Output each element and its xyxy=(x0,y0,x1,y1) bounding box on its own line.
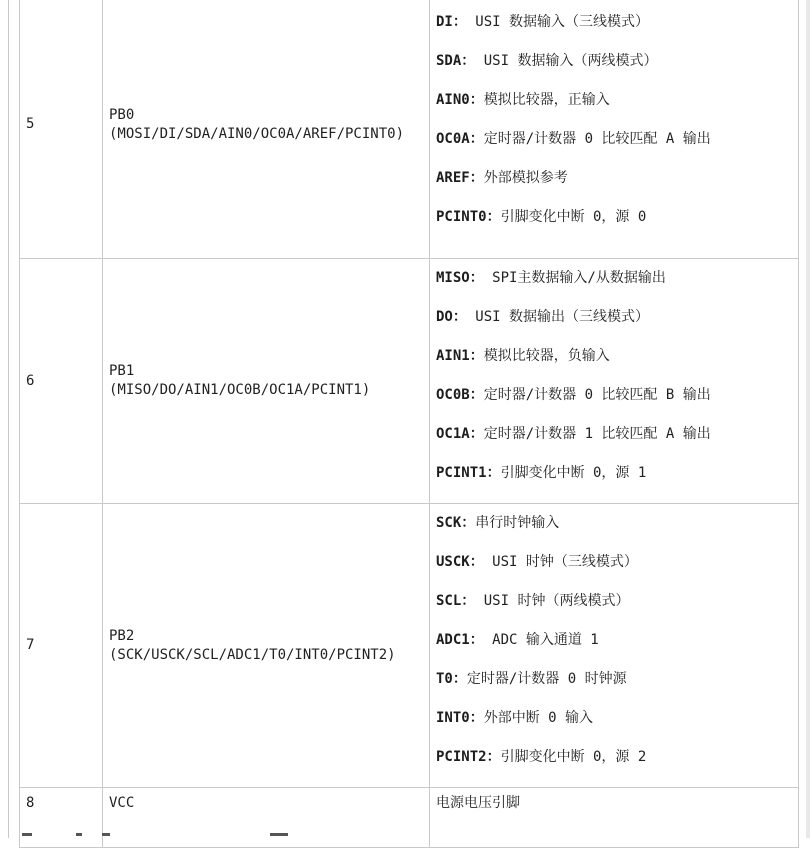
description-line xyxy=(436,267,792,306)
description-line xyxy=(436,668,792,707)
function-text: 外部中断 0 输入 xyxy=(483,710,594,726)
function-key: PCINT2： xyxy=(436,749,501,765)
description-line xyxy=(436,89,792,128)
function-text: 定时器/计数器 0 时钟源 xyxy=(466,671,627,687)
table-row xyxy=(20,788,799,848)
function-text: 定时器/计数器 0 比较匹配 B 输出 xyxy=(483,387,711,403)
pin-functions: (MOSI/DI/SDA/AIN0/OC0A/AREF/PCINT0) xyxy=(109,125,405,142)
function-key: DI： xyxy=(436,13,467,30)
function-text: USI 时钟（三线模式） xyxy=(483,554,638,570)
function-key: SCK： xyxy=(436,515,476,531)
description-line xyxy=(436,590,792,629)
function-key: OC0B： xyxy=(436,387,484,403)
page-left-border xyxy=(8,0,9,838)
pin-description-table xyxy=(19,0,799,848)
pin-functions: (SCK/USCK/SCL/ADC1/T0/INT0/PCINT2) xyxy=(109,646,396,663)
function-text: USI 数据输入（三线模式） xyxy=(466,13,650,30)
function-text: 模拟比较器，正输入 xyxy=(483,91,610,108)
pin-name-cell xyxy=(103,788,430,848)
pin-functions: (MISO/DO/AIN1/OC0B/OC1A/PCINT1) xyxy=(109,382,371,398)
pin-name: VCC xyxy=(109,795,135,811)
description-line xyxy=(436,384,792,423)
function-key: PCINT0： xyxy=(436,208,501,225)
pin-description-cell xyxy=(430,259,799,504)
description-line xyxy=(436,707,792,746)
function-key: DO： xyxy=(436,309,467,325)
description-line xyxy=(436,206,792,245)
pin-number-cell: 5 xyxy=(20,0,103,259)
function-key: AREF： xyxy=(436,169,484,186)
pin-name: PB2 xyxy=(109,627,135,644)
description-line xyxy=(436,551,792,590)
function-text: ADC 输入通道 1 xyxy=(483,632,599,648)
function-key: MISO： xyxy=(436,270,484,286)
description-line xyxy=(436,11,792,50)
description-line xyxy=(436,345,792,384)
function-text: SPI主数据输入/从数据输出 xyxy=(483,270,666,286)
pin-description-cell xyxy=(430,0,799,259)
function-text: 模拟比较器，负输入 xyxy=(483,348,610,364)
description-line xyxy=(436,306,792,345)
function-text: 外部模拟参考 xyxy=(483,169,568,186)
function-text: 定时器/计数器 1 比较匹配 A 输出 xyxy=(483,426,711,442)
function-key: OC0A： xyxy=(436,130,484,147)
pin-number-cell: 8 xyxy=(20,788,103,848)
pin-number-cell: 6 xyxy=(20,259,103,504)
function-key: PCINT1： xyxy=(436,465,501,481)
description-line xyxy=(436,128,792,167)
pin-number-cell: 7 xyxy=(20,504,103,788)
function-text: 定时器/计数器 0 比较匹配 A 输出 xyxy=(483,130,711,147)
description-line xyxy=(436,462,792,501)
table-row xyxy=(20,259,799,504)
function-key: AIN0： xyxy=(436,91,484,108)
scrollbar-track[interactable] xyxy=(806,0,810,838)
function-key: SCL： xyxy=(436,593,476,609)
description-line xyxy=(436,50,792,89)
function-key: ADC1： xyxy=(436,632,484,648)
function-text: USI 数据输入（两线模式） xyxy=(475,52,658,69)
table-row xyxy=(20,504,799,788)
pin-name: PB0 xyxy=(109,106,135,123)
pin-name-cell xyxy=(103,0,430,259)
function-text: 引脚变化中断 0，源 0 xyxy=(500,208,647,225)
table-row xyxy=(20,0,799,259)
function-text: 串行时钟输入 xyxy=(475,515,560,531)
pin-description-cell xyxy=(430,788,799,848)
description-line xyxy=(436,794,792,813)
pin-name-cell xyxy=(103,504,430,788)
pin-description-cell xyxy=(430,504,799,788)
function-text: USI 时钟（两线模式） xyxy=(475,593,630,609)
pin-name: PB1 xyxy=(109,363,135,379)
function-text: 电源电压引脚 xyxy=(436,795,520,811)
cropped-next-line xyxy=(20,833,320,838)
function-key: USCK： xyxy=(436,554,484,570)
description-line xyxy=(436,423,792,462)
description-line xyxy=(436,746,792,785)
description-line xyxy=(436,512,792,551)
function-key: SDA： xyxy=(436,52,476,69)
function-text: 引脚变化中断 0，源 2 xyxy=(500,749,647,765)
function-key: T0： xyxy=(436,671,467,687)
function-text: USI 数据输出（三线模式） xyxy=(466,309,650,325)
pin-name-cell xyxy=(103,259,430,504)
description-line xyxy=(436,167,792,206)
function-text: 引脚变化中断 0，源 1 xyxy=(500,465,647,481)
function-key: AIN1： xyxy=(436,348,484,364)
function-key: INT0： xyxy=(436,710,484,726)
function-key: OC1A： xyxy=(436,426,484,442)
description-line xyxy=(436,629,792,668)
